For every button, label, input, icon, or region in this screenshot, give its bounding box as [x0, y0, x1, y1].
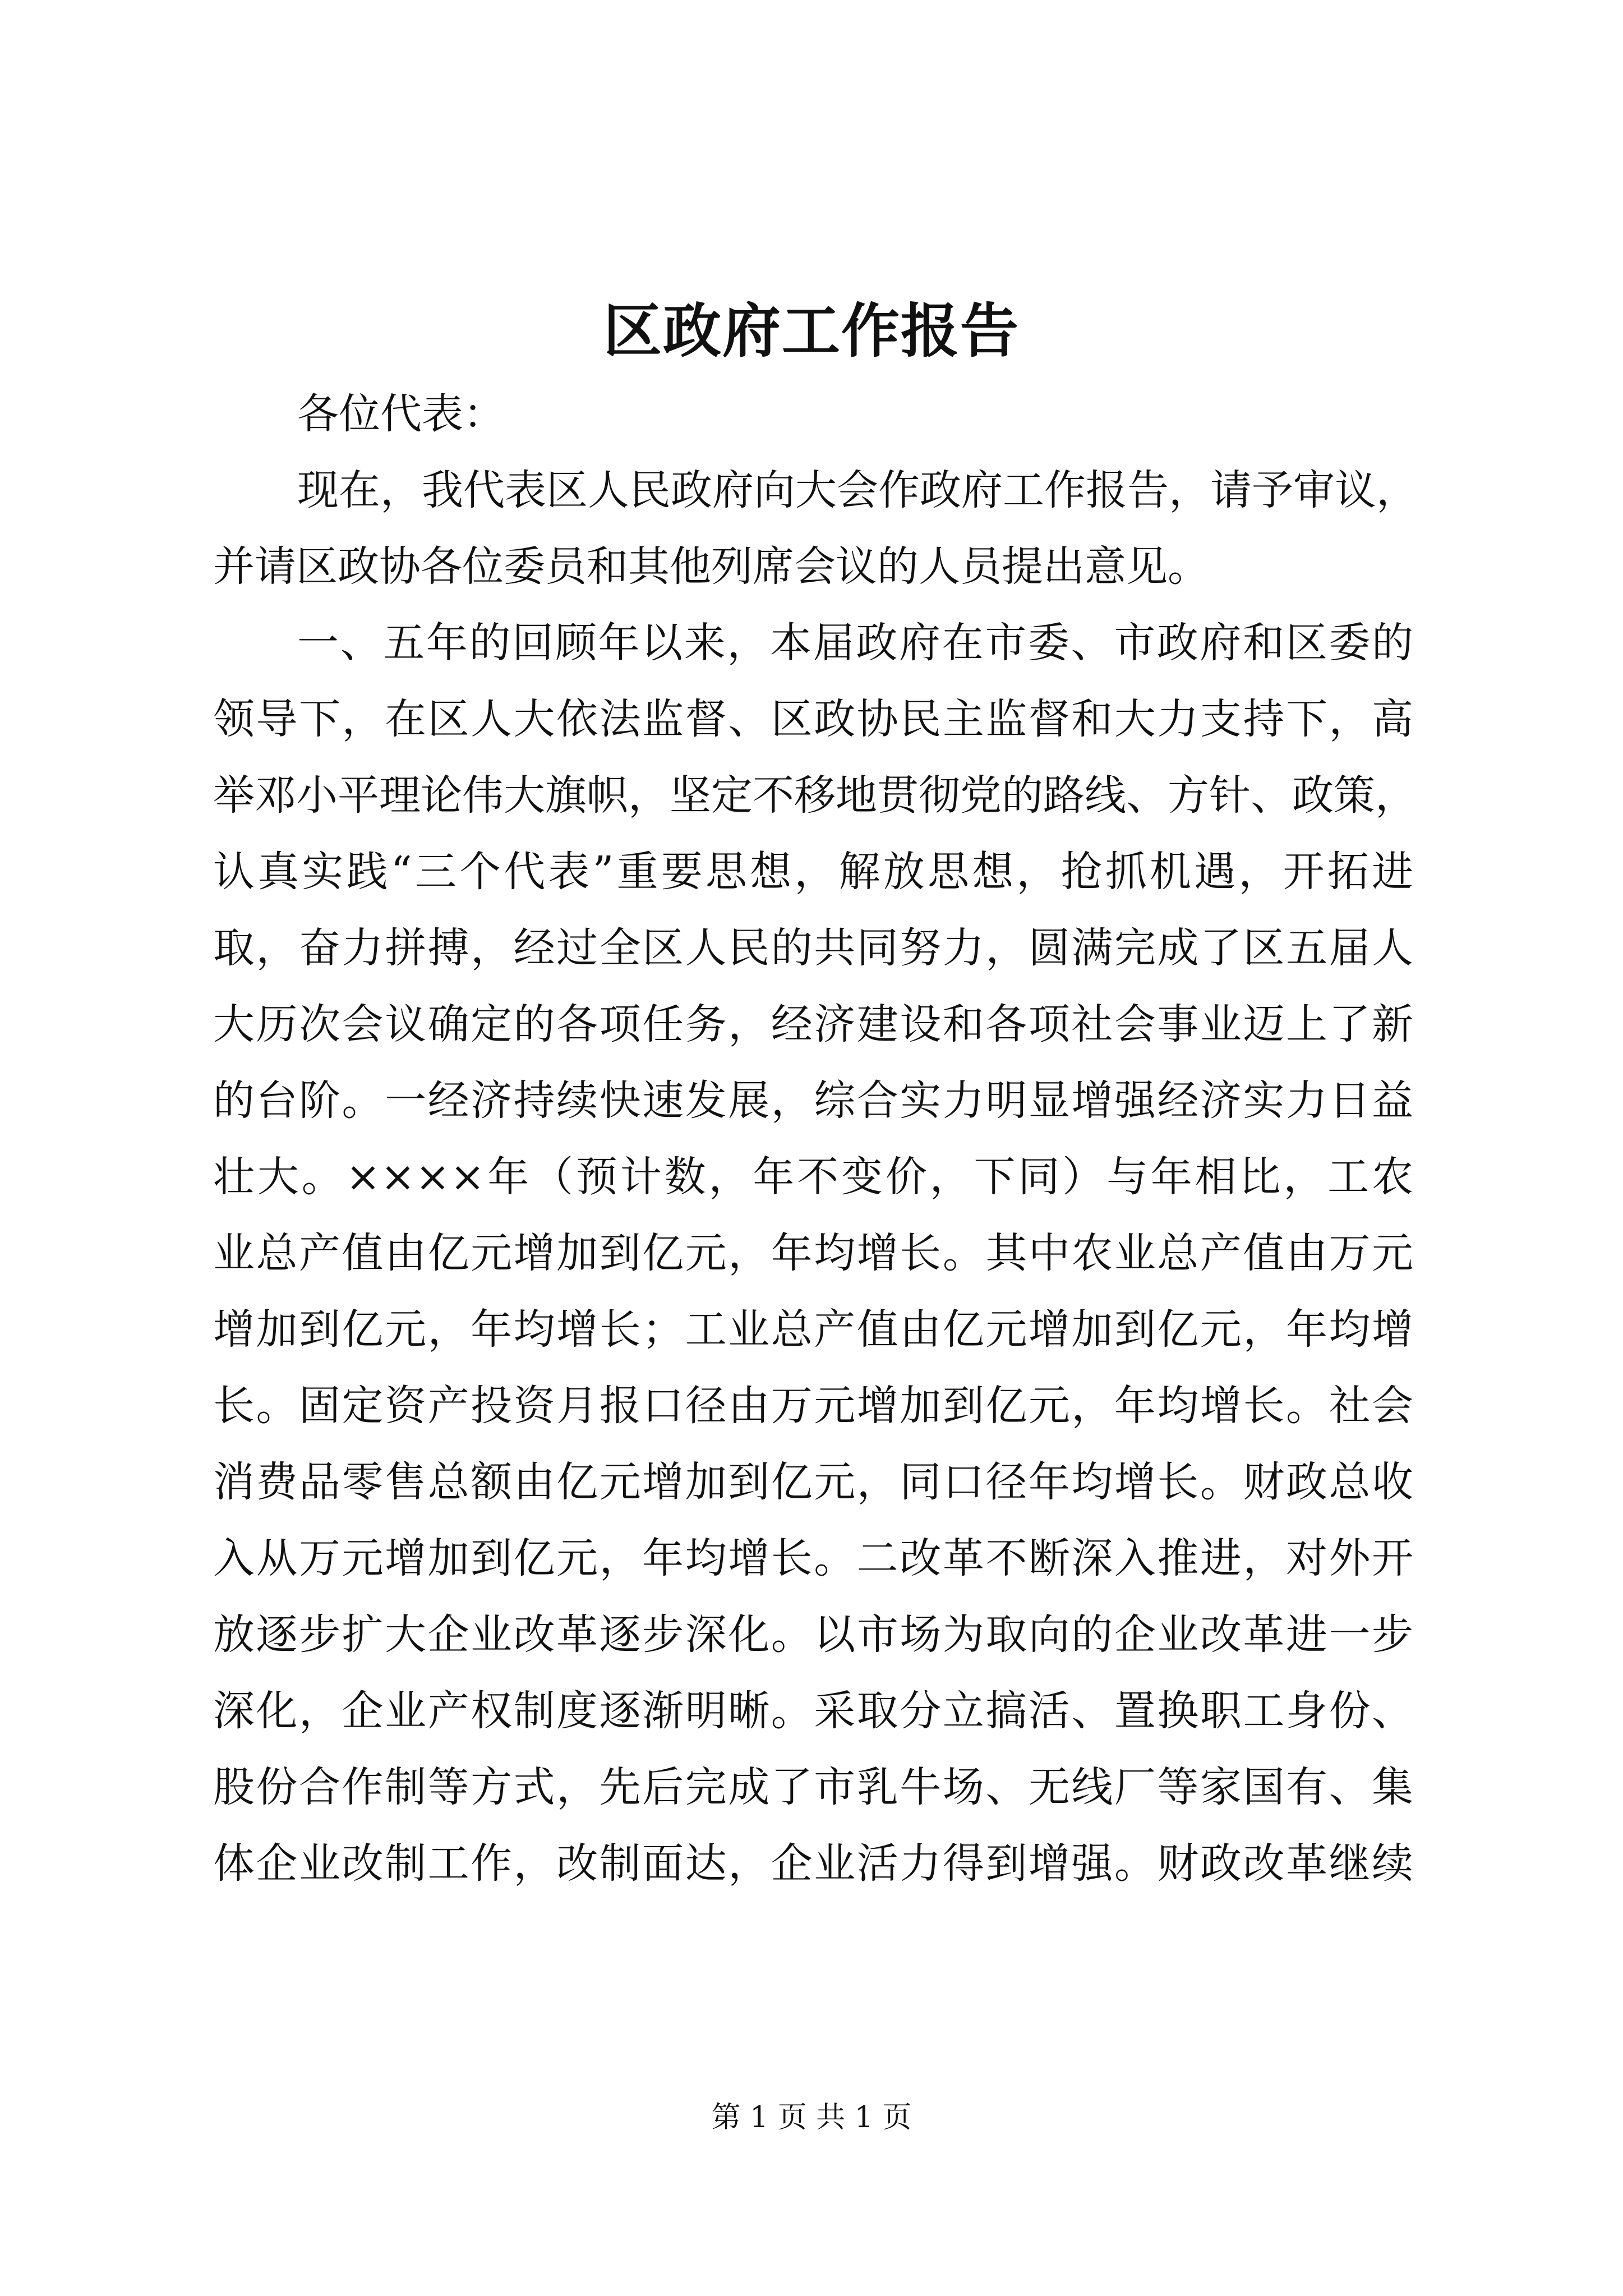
- text-line: 的台阶。一经济持续快速发展，综合实力明显增强经济实力日益: [213, 1076, 1413, 1125]
- text-line: 举邓小平理论伟大旗帜，坚定不移地贯彻党的路线、方针、政策，: [213, 771, 1417, 820]
- text-line: 消费品零售总额由亿元增加到亿元，同口径年均增长。财政总收: [213, 1458, 1413, 1506]
- text-line: 长。固定资产投资月报口径由万元增加到亿元，年均增长。社会: [213, 1382, 1413, 1430]
- text-line: 取，奋力拼搏，经过全区人民的共同努力，圆满完成了区五届人: [213, 924, 1413, 972]
- text-line: 壮大。××××年（预计数，年不变价，下同）与年相比，工农: [213, 1153, 1413, 1201]
- text-line: 业总产值由亿元增加到亿元，年均增长。其中农业总产值由万元: [213, 1229, 1413, 1277]
- text-line: 现在，我代表区人民政府向大会作政府工作报告，请予审议，: [297, 466, 1418, 514]
- text-line: 并请区政协各位委员和其他列席会议的人员提出意见。: [213, 542, 1209, 591]
- text-line: 大历次会议确定的各项任务，经济建设和各项社会事业迈上了新: [213, 1000, 1413, 1048]
- text-line: 放逐步扩大企业改革逐步深化。以市场为取向的企业改革进一步: [213, 1611, 1413, 1659]
- text-line: 深化，企业产权制度逐渐明晰。采取分立搞活、置换职工身份、: [213, 1687, 1413, 1735]
- document-body: [213, 376, 1418, 1902]
- page-number-footer: 第 1 页 共 1 页: [711, 2101, 912, 2134]
- document-title: 区政府工作报告: [603, 296, 1020, 365]
- text-line: 领导下，在区人大依法监督、区政协民主监督和大力支持下，高: [213, 695, 1413, 743]
- text-line: 股份合作制等方式，先后完成了市乳牛场、无线厂等家国有、集: [213, 1763, 1413, 1811]
- text-line: 增加到亿元，年均增长；工业总产值由亿元增加到亿元，年均增: [213, 1305, 1413, 1354]
- text-line: 一、五年的回顾年以来，本届政府在市委、市政府和区委的: [297, 619, 1413, 667]
- text-line: 认真实践“三个代表”重要思想，解放思想，抢抓机遇，开拓进: [213, 848, 1413, 896]
- text-line: 体企业改制工作，改制面达，企业活力得到增强。财政改革继续: [213, 1839, 1413, 1888]
- text-line: 各位代表：: [297, 390, 505, 438]
- text-line: 入从万元增加到亿元，年均增长。二改革不断深入推进，对外开: [213, 1534, 1413, 1582]
